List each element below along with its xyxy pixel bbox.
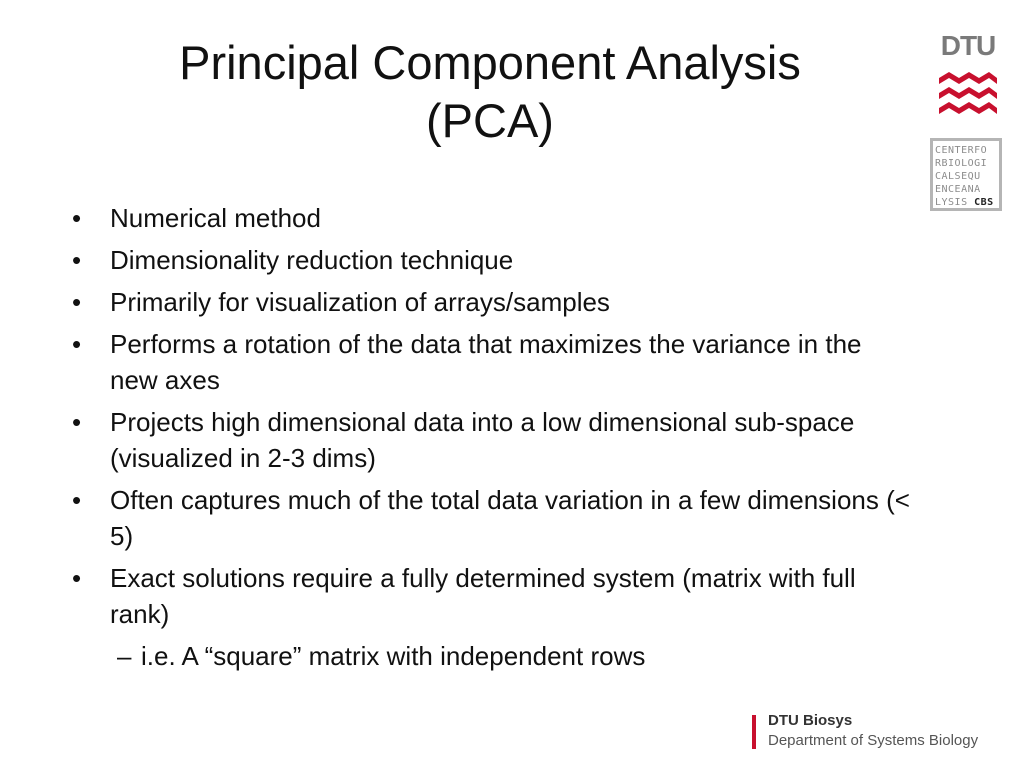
bullet-item [72,242,912,278]
bullet-item [72,200,912,236]
bullet-marker: • [72,407,82,437]
cbs-logo-line: ENCEANA [935,184,981,195]
bullet-item [72,326,912,398]
slide-title [40,34,940,150]
bullet-list [72,200,912,680]
bullet-text: Exact solutions require a fully determined system (matrix with full rank) [110,563,856,629]
cbs-logo-line: CENTERFO [935,145,988,156]
cbs-logo-line [935,196,997,209]
cbs-logo-line: CALSEQU [935,171,981,182]
bullet-text: Projects high dimensional data into a low dimensional sub-space (visualized in 2-3 dims) [110,407,855,473]
sub-bullet-text: i.e. A “square” matrix with independent rows [141,641,646,671]
bullet-marker: • [72,563,82,593]
bullet-text: Performs a rotation of the data that maximizes the variance in the new axes [110,329,862,395]
bullet-text: Dimensionality reduction technique [110,245,514,275]
footer-title: DTU Biosys [768,712,853,729]
footer-subtitle: Department of Systems Biology [768,732,979,749]
bullet-text: Numerical method [110,203,321,233]
bullet-marker: • [72,485,82,515]
bullet-text: Primarily for visualization of arrays/samples [110,287,610,317]
bullet-item [72,482,912,554]
footer-branding [752,712,1012,756]
dtu-logo [935,30,1001,124]
dtu-logo-text: DTU [940,30,996,61]
cbs-logo-bold: CBS [974,197,994,208]
footer-accent-bar [752,715,756,749]
cbs-logo-line: RBIOLOGI [935,158,988,169]
bullet-text: Often captures much of the total data variation in a few dimensions (< 5) [110,485,910,551]
slide-title-line-2: (PCA) [426,94,554,147]
dtu-wave-icon [935,36,1001,124]
bullet-marker: • [72,329,82,359]
bullet-marker: • [72,287,82,317]
cbs-logo-lysis: LYSIS [935,197,968,208]
bullet-marker: • [72,245,82,275]
bullet-marker: • [72,203,82,233]
sub-bullet-marker: – [117,641,132,671]
bullet-item [72,404,912,476]
bullet-item [72,284,912,320]
bullet-item [72,560,912,632]
sub-bullet-item [117,638,912,674]
cbs-logo [930,138,1002,211]
slide-title-line-1: Principal Component Analysis [179,36,801,89]
